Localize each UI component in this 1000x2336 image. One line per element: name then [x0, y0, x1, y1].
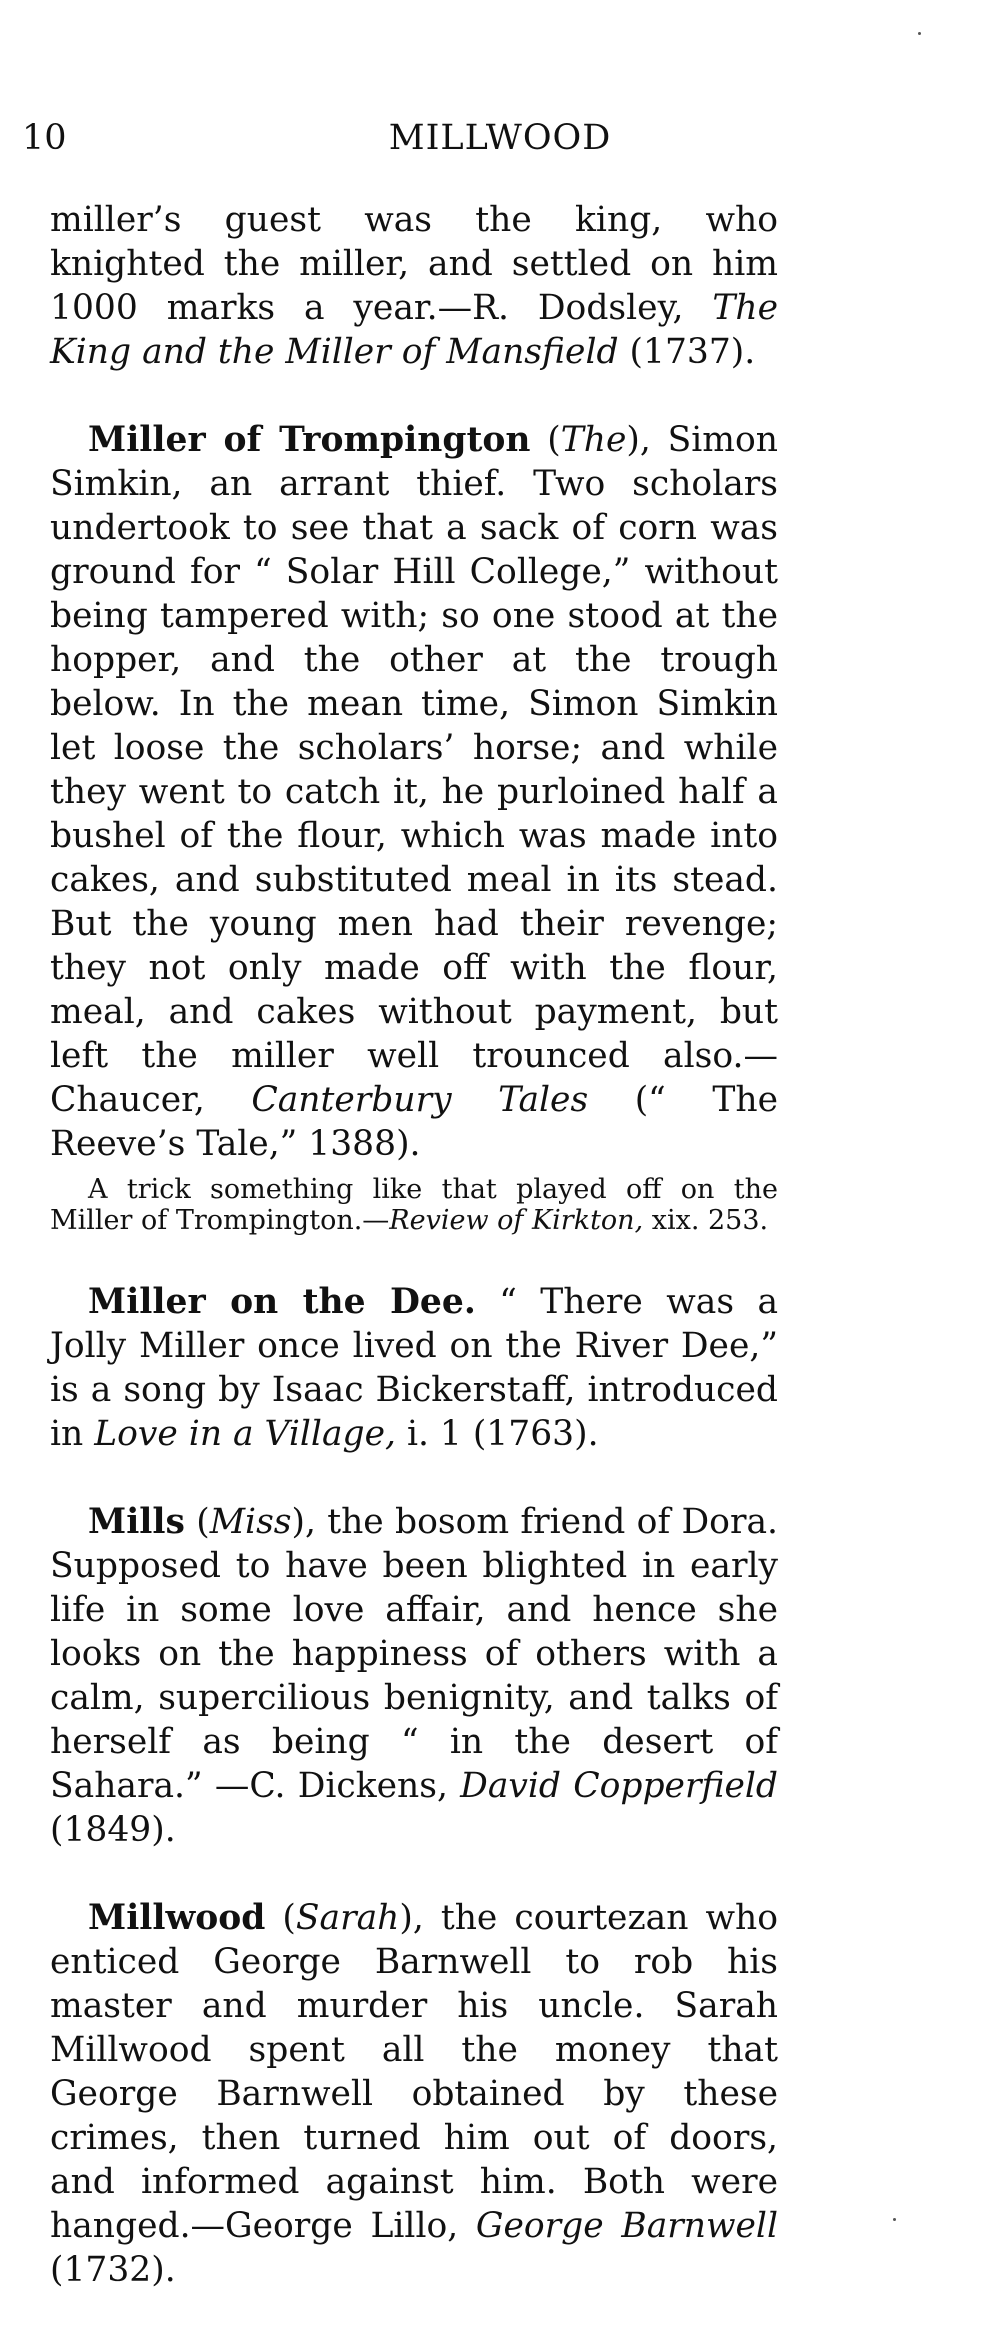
entry-headword: Miller of Trompington [88, 420, 531, 460]
entry-qualifier: The [560, 420, 627, 460]
entry-miller-on-the-dee [50, 1280, 778, 1456]
quote-text: A trick something like that played off on the Miller of Trompington.— [50, 1174, 778, 1236]
scan-speck [893, 2218, 896, 2221]
page-number: 10 [22, 118, 67, 158]
entry-text: miller’s guest was the king, who knighted the miller, and settled on him 1000 marks a year.—R. Dodsley, [50, 200, 778, 328]
entry-millwood: Millwood (Sarah), the courtezan who enticed George Barnwell to rob his master and murder his uncle. Sarah Millwood spent all the money that George Barnwell obtained by these crimes, then turned him out of doors, and informed against him. Both were hanged.—George Lillo, George Barnwell (1732). [50, 1898, 778, 2290]
work-title: Love in a Village, [94, 1414, 396, 1454]
entry-continuation [50, 198, 778, 374]
entry-text: i. 1 (1763). [396, 1414, 599, 1454]
entry-qualifier: Miss [209, 1502, 292, 1542]
work-title: The King and the Miller of Mansfield [50, 288, 778, 372]
work-title: George Barnwell [475, 2206, 778, 2246]
entry-text: , the courtezan who enticed George Barnwell to rob his master and murder his uncle. Sarah Millwood spent all the money that George Barnwell obtained by these crimes, then turned him out of doors, and informed against him. Both were hanged.—George Lillo, [50, 1898, 778, 2246]
entry-text: , Simon Simkin, an arrant thief. Two scholars undertook to see that a sack of corn was ground for “ Solar Hill College,” without being tampered with; so one stood at the hopper, and the other at the trough below. In the mean time, Simon Simkin let loose the scholars’ horse; and while they went to catch it, he purloined half a bushel of the flour, which was made into cakes, and substituted meal in its stead. But the young men had their revenge; they not only made off with the flour, meal, and cakes without payment, but left the miller well trounced also.—Chaucer, [50, 420, 778, 1120]
entry-text: “ There was a Jolly Miller once lived on the River Dee,” is a song by Isaac Bickerstaff, introduced in [50, 1282, 779, 1454]
entry-mills: Mills (Miss), the bosom friend of Dora. Supposed to have been blighted in early life in some love affair, and hence she looks on the happiness of others with a calm, supercilious benignity, and talks of herself as being “ in the desert of Sahara.” —C. Dickens, David Copperfield (1849). [50, 1502, 778, 1850]
work-title: Canterbury Tales [251, 1080, 589, 1120]
entry-quotation [50, 1174, 778, 1236]
entry-headword: Millwood [88, 1898, 266, 1938]
entry-headword: Miller on the Dee. [88, 1282, 476, 1322]
quote-source: Review of Kirkton, [389, 1205, 644, 1236]
entry-text: (1732). [50, 2250, 176, 2290]
scan-speck [918, 32, 921, 35]
entry-headword: Mills [88, 1502, 185, 1542]
entry-text: (1737). [618, 332, 756, 372]
work-title: David Copperfield [460, 1766, 778, 1806]
running-head: MILLWOOD [388, 118, 612, 158]
entry-miller-of-trompington: Miller of Trompington (The), Simon Simkin, an arrant thief. Two scholars undertook to see that a sack of corn was ground for “ Solar Hill College,” without being tampered with; so one stood at the hopper, and the other at the trough below. In the mean time, Simon Simkin let loose the scholars’ horse; and while they went to catch it, he purloined half a bushel of the flour, which was made into cakes, and substituted meal in its stead. But the young men had their revenge; they not only made off with the flour, meal, and cakes without payment, but left the miller well trounced also.—Chaucer, Canterbury Tales (“ The Reeve’s Tale,” 1388). [50, 420, 778, 1164]
entry-text: (1849). [50, 1810, 176, 1850]
text-column [50, 198, 778, 2336]
entry-qualifier: Sarah [295, 1898, 400, 1938]
page-header [0, 118, 1000, 168]
quote-text: xix. 253. [643, 1205, 769, 1236]
entry-text: (“ The Reeve’s Tale,” 1388). [50, 1080, 778, 1164]
entry-text: , the bosom friend of Dora. Supposed to have been blighted in early life in some love affair, and hence she looks on the happiness of others with a calm, supercilious benignity, and talks of herself as being “ in the desert of Sahara.” —C. Dickens, [50, 1502, 778, 1806]
